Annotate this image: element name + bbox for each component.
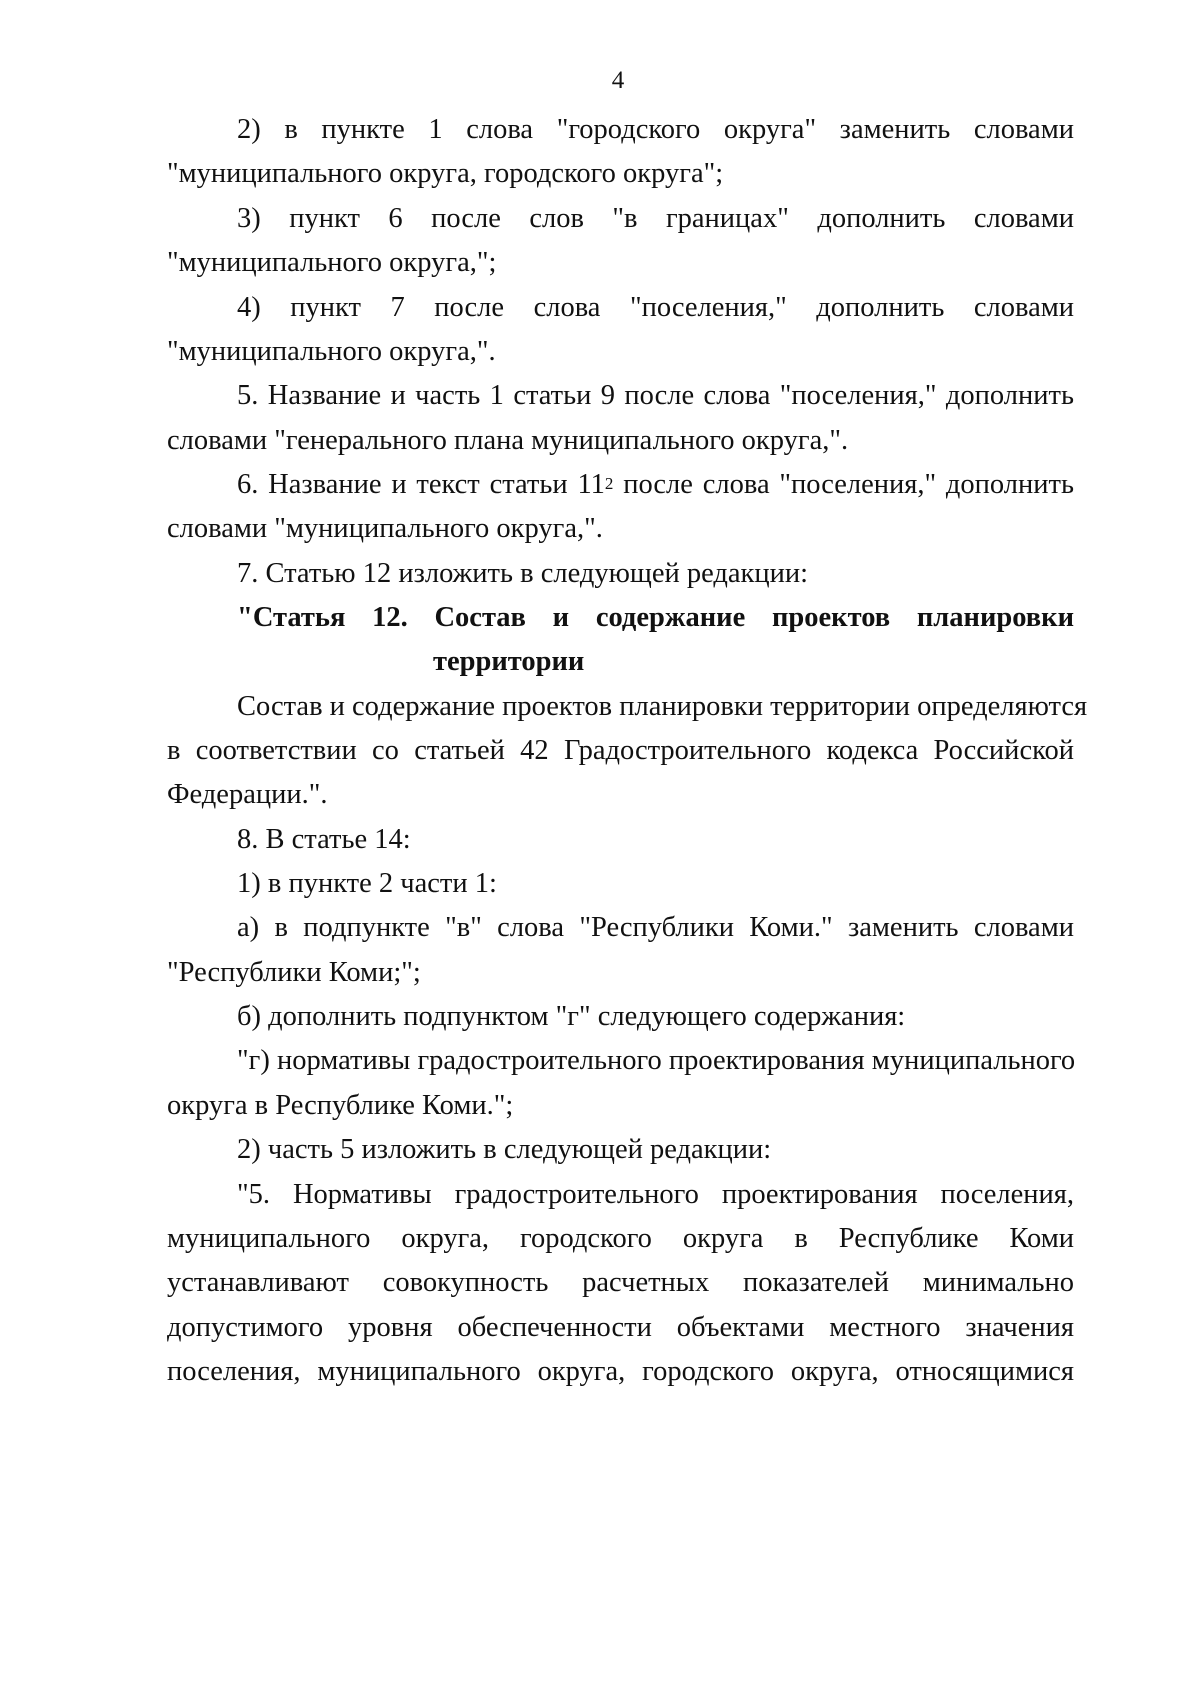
text-segment: 6. Название и текст статьи 11 [237,469,605,500]
article-heading: "Статья 12. Состав и содержание проектов планировки [237,602,1074,633]
text-line: "5. Нормативы градостроительного проектирования поселения, [237,1179,1074,1210]
text-line: "муниципального округа,"; [167,247,497,278]
text-line: 2) часть 5 изложить в следующей редакции: [237,1134,772,1165]
text-line [237,468,1074,502]
text-line: 1) в пункте 2 части 1: [237,868,497,899]
text-line: допустимого уровня обеспеченности объектами местного значения [167,1312,1074,1343]
article-heading-continuation: территории [433,646,585,677]
text-line: устанавливают совокупность расчетных показателей минимально [167,1267,1074,1298]
text-line: словами "муниципального округа,". [167,513,603,544]
text-line: Состав и содержание проектов планировки территории определяются [237,691,1088,722]
text-line: 7. Статью 12 изложить в следующей редакции: [237,558,809,589]
page-number: 4 [611,67,625,94]
text-line: 5. Название и часть 1 статьи 9 после слова "поселения," дополнить [237,380,1074,411]
text-line: 3) пункт 6 после слов "в границах" дополнить словами [237,203,1074,234]
text-segment: после слова "поселения," дополнить [613,469,1074,500]
text-line: словами "генерального плана муниципального округа,". [167,425,849,456]
text-line: а) в подпункте "в" слова "Республики Коми." заменить словами [237,912,1074,943]
superscript: 2 [604,474,614,493]
text-line: Федерации.". [167,779,328,810]
text-line: "Республики Коми;"; [167,957,421,988]
text-line: 8. В статье 14: [237,824,411,855]
text-line: поселения, муниципального округа, городского округа, относящимися [167,1356,1074,1387]
text-line: "муниципального округа, городского округа"; [167,158,724,189]
text-line: округа в Республике Коми."; [167,1090,514,1121]
text-line: в соответствии со статьей 42 Градостроительного кодекса Российской [167,735,1074,766]
text-line: 4) пункт 7 после слова "поселения," дополнить словами [237,292,1074,323]
text-line: "муниципального округа,". [167,336,496,367]
text-line: 2) в пункте 1 слова "городского округа" заменить словами [237,114,1074,145]
text-line: "г) нормативы градостроительного проектирования муниципального [237,1045,1076,1076]
text-line: б) дополнить подпунктом "г" следующего содержания: [237,1001,906,1032]
text-line: муниципального округа, городского округа в Республике Коми [167,1223,1074,1254]
